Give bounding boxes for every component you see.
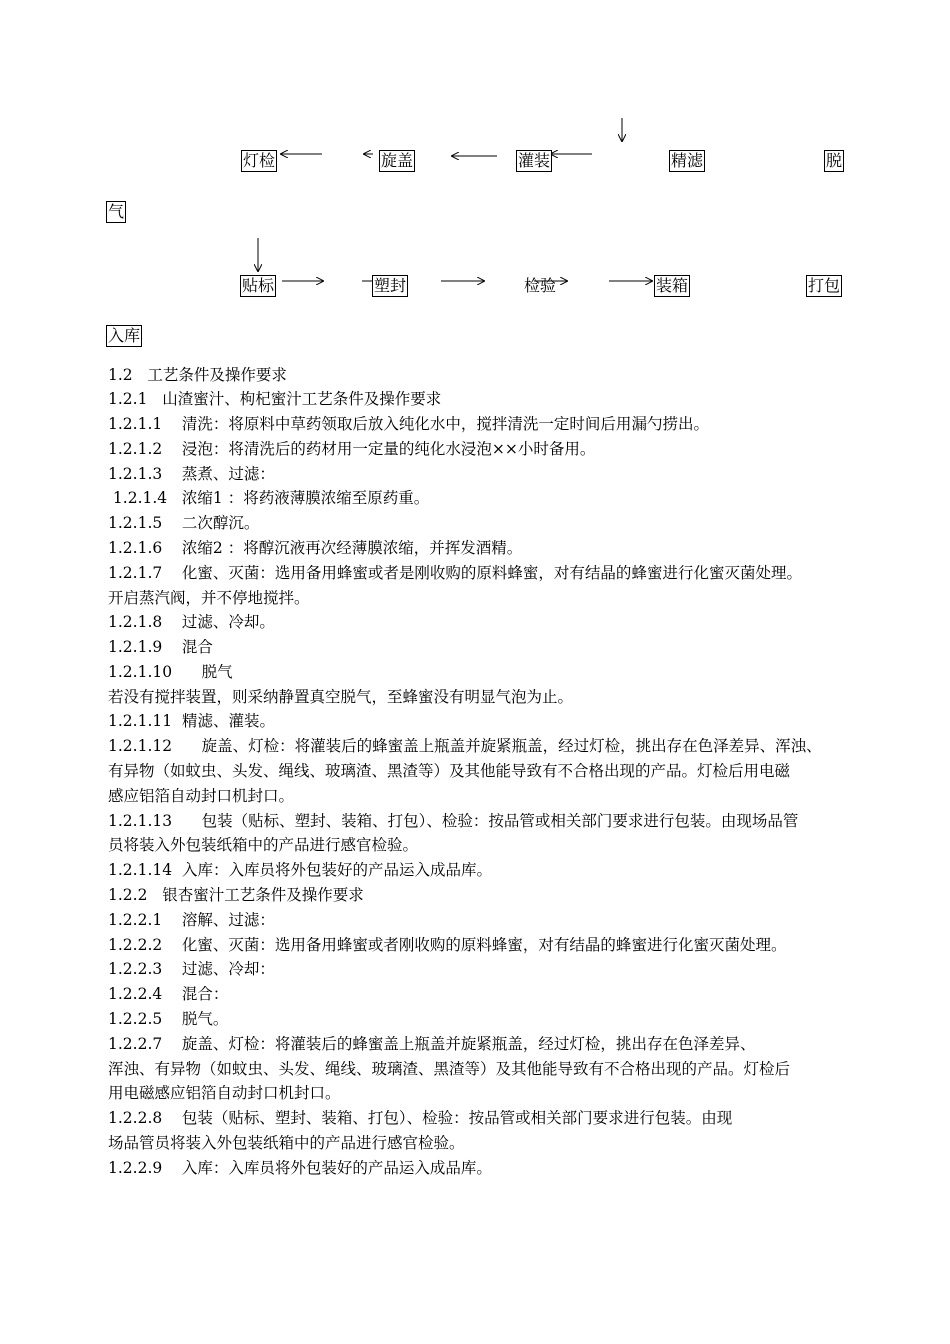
text-line: 1.2.1.8 过滤、冷却。 [108,613,275,631]
text-line: 1.2.1.10 脱气 [108,663,233,681]
text-line: 1.2.1.12 旋盖、灯检：将灌装后的蜂蜜盖上瓶盖并旋紧瓶盖，经过灯检，挑出存在色泽差异、浑浊、 [108,737,822,755]
text-line: 用电磁感应铝箔自动封口机封口。 [108,1084,341,1102]
text-line: 员将装入外包装纸箱中的产品进行感官检验。 [108,836,419,854]
text-line: 1.2.1.3 蒸煮、过滤： [108,465,275,483]
text-line: 开启蒸汽阀，并不停地搅拌。 [108,589,310,607]
subsection-heading: 1.2.2 银杏蜜汁工艺条件及操作要求 [108,886,364,904]
text-line: 1.2.2.4 混合： [108,985,229,1003]
flow-step-xuangai: 旋盖 [381,151,414,170]
text-line: 场品管员将装入外包装纸箱中的产品进行感官检验。 [108,1134,465,1152]
text-line: 若没有搅拌装置，则采纳静置真空脱气，至蜂蜜没有明显气泡为止。 [108,688,574,706]
text-line: 1.2.1.1 清洗：将原料中草药领取后放入纯化水中，搅拌清洗一定时间后用漏勺捞出。 [108,415,709,433]
text-line: 1.2.1.9 混合 [108,638,213,656]
text-line: 1.2.2.3 过滤、冷却： [108,960,275,978]
text-line: 浑浊、有异物（如蚊虫、头发、绳线、玻璃渣、黑渣等）及其他能导致有不合格出现的产品。灯检后 [108,1060,791,1078]
text-line: 1.2.2.7 旋盖、灯检：将灌装后的蜂蜜盖上瓶盖并旋紧瓶盖，经过灯检，挑出存在色泽差异、 [108,1035,756,1053]
flow-step-dengjian: 灯检 [243,151,276,170]
flow-step-ruku: 入库 [108,326,141,345]
text-line: 1.2.1.11 精滤、灌装。 [108,712,275,730]
text-line: 1.2.1.6 浓缩2 ：将醇沉液再次经薄膜浓缩，并挥发酒精。 [108,539,523,557]
flow-step-dabao: 打包 [808,276,841,295]
text-line: 1.2.2.8 包装（贴标、塑封、装箱、打包）、检验：按品管或相关部门要求进行包装。由现 [108,1109,733,1127]
section-heading: 1.2 工艺条件及操作要求 [108,366,287,384]
flow-step-zhuangxiang: 装箱 [656,276,689,295]
text-line: 1.2.2.1 溶解、过滤： [108,911,275,929]
text-line: 1.2.1.14 入库：入库员将外包装好的产品运入成品库。 [108,861,492,879]
text-line: 1.2.1.4 浓缩1 ：将药液薄膜浓缩至原药重。 [108,489,430,507]
subsection-heading: 1.2.1 山渣蜜汁、枸杞蜜汁工艺条件及操作要求 [108,390,442,408]
flow-step-guanzhuang: 灌装 [518,151,551,170]
text-line: 1.2.1.7 化蜜、灭菌：选用备用蜂蜜或者是刚收购的原料蜂蜜，对有结晶的蜂蜜进行化蜜灭菌处理。 [108,564,802,582]
flow-step-jianyan: 检验 [524,276,557,295]
text-line: 有异物（如蚊虫、头发、绳线、玻璃渣、黑渣等）及其他能导致有不合格出现的产品。灯检后用电磁 [108,762,791,780]
flow-step-jinglv: 精滤 [671,151,704,170]
text-line: 1.2.1.5 二次醇沉。 [108,514,260,532]
text-line: 1.2.2.9 入库：入库员将外包装好的产品运入成品库。 [108,1159,492,1177]
text-line: 感应铝箔自动封口机封口。 [108,787,295,805]
text-line: 1.2.1.2 浸泡：将清洗后的药材用一定量的纯化水浸泡××小时备用。 [108,440,596,458]
text-line: 1.2.1.13 包装（贴标、塑封、装箱、打包）、检验：按品管或相关部门要求进行包装。由现场品管 [108,812,799,830]
text-line: 1.2.2.2 化蜜、灭菌：选用备用蜂蜜或者刚收购的原料蜂蜜，对有结晶的蜂蜜进行化蜜灭菌处理。 [108,936,787,954]
flow-step-suofeng: 塑封 [374,276,407,295]
flow-step-tuo: 脱 [826,151,843,170]
flow-step-tiebiao: 贴标 [242,276,275,295]
text-line: 1.2.2.5 脱气。 [108,1010,229,1028]
flow-step-qi: 气 [108,202,125,221]
